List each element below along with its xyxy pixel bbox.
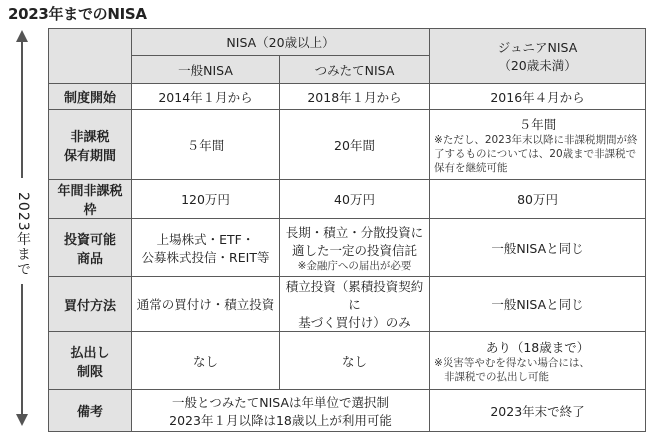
cell: 40万円 xyxy=(280,180,430,219)
cell-line: 一般とつみたてNISAは年単位で選択制 xyxy=(172,394,390,410)
cell: 2016年４月から xyxy=(430,84,646,110)
cell: 一般NISAと同じ xyxy=(430,277,646,332)
row-withdrawal xyxy=(49,332,646,390)
row-label xyxy=(49,219,132,277)
row-label-line: 制限 xyxy=(76,364,103,380)
row-label: 備考 xyxy=(49,390,132,432)
row-label-line: 保有期間 xyxy=(63,148,116,164)
row-label-line: 投資可能 xyxy=(63,232,116,248)
row-limit xyxy=(49,180,646,219)
cell-main: ５年間 xyxy=(518,116,557,132)
cell: 通常の買付け・積立投資 xyxy=(132,277,280,332)
junior-header xyxy=(430,29,646,84)
row-start xyxy=(49,84,646,110)
row-label-line: 払出し xyxy=(70,345,110,361)
row-purchase xyxy=(49,277,646,332)
cell: 一般NISAと同じ xyxy=(430,219,646,277)
cell-note: ※災害等やむを得ない場合には、 xyxy=(434,356,590,369)
row-label: 年間非課税枠 xyxy=(49,180,132,219)
cell xyxy=(132,219,280,277)
nisa-comparison-table xyxy=(48,28,646,432)
general-header: 一般NISA xyxy=(132,56,280,84)
cell-line: 上場株式・ETF・ xyxy=(156,231,255,247)
cell: なし xyxy=(280,332,430,390)
row-products xyxy=(49,219,646,277)
cell: 2014年１月から xyxy=(132,84,280,110)
row-label: 買付方法 xyxy=(49,277,132,332)
row-label-line: 商品 xyxy=(76,251,103,267)
corner-cell xyxy=(49,29,132,84)
row-label: 制度開始 xyxy=(49,84,132,110)
cell-line: 積立投資（累積投資契約に xyxy=(285,279,424,312)
row-remarks xyxy=(49,390,646,432)
cell-line: 2023年１月以降は18歳以上が利用可能 xyxy=(169,412,392,428)
cell: ５年間 xyxy=(132,110,280,180)
cell-note: 非課税での払出し可能 xyxy=(444,370,550,383)
side-label: 2023年まで xyxy=(15,192,31,277)
cell-line: 公募株式投信・REIT等 xyxy=(141,249,270,265)
cell: なし xyxy=(132,332,280,390)
junior-header-line2: （20歳未満） xyxy=(498,58,577,73)
timeline-bracket xyxy=(0,28,44,428)
row-label xyxy=(49,332,132,390)
cell: 120万円 xyxy=(132,180,280,219)
cell-note: ※金融庁への届出が必要 xyxy=(297,259,412,272)
junior-header-line1: ジュニアNISA xyxy=(497,40,578,55)
header-row-1 xyxy=(49,29,646,56)
nisa-group-header: NISA（20歳以上） xyxy=(132,29,430,56)
cell: 80万円 xyxy=(430,180,646,219)
cell: 20年間 xyxy=(280,110,430,180)
row-label xyxy=(49,110,132,180)
cell-line: 適した一定の投資信託 xyxy=(292,242,418,258)
cell xyxy=(430,332,646,390)
cell xyxy=(280,219,430,277)
cell-note: ※ただし、2023年末以降に非課税期間が終了するものについては、20歳まで非課税で保有を継続可能 xyxy=(434,133,638,174)
cell-line: 長期・積立・分散投資に xyxy=(285,224,424,240)
page-title: 2023年までのNISA xyxy=(8,5,147,23)
tsumitate-header: つみたてNISA xyxy=(280,56,430,84)
cell xyxy=(132,390,430,432)
cell: 2023年末で終了 xyxy=(430,390,646,432)
row-label-line: 非課税 xyxy=(70,129,110,145)
cell: 2018年１月から xyxy=(280,84,430,110)
row-period xyxy=(49,110,646,180)
cell-line: 基づく買付け）のみ xyxy=(298,315,411,330)
cell xyxy=(430,110,646,180)
cell-main: あり（18歳まで） xyxy=(485,339,590,355)
cell xyxy=(280,277,430,332)
